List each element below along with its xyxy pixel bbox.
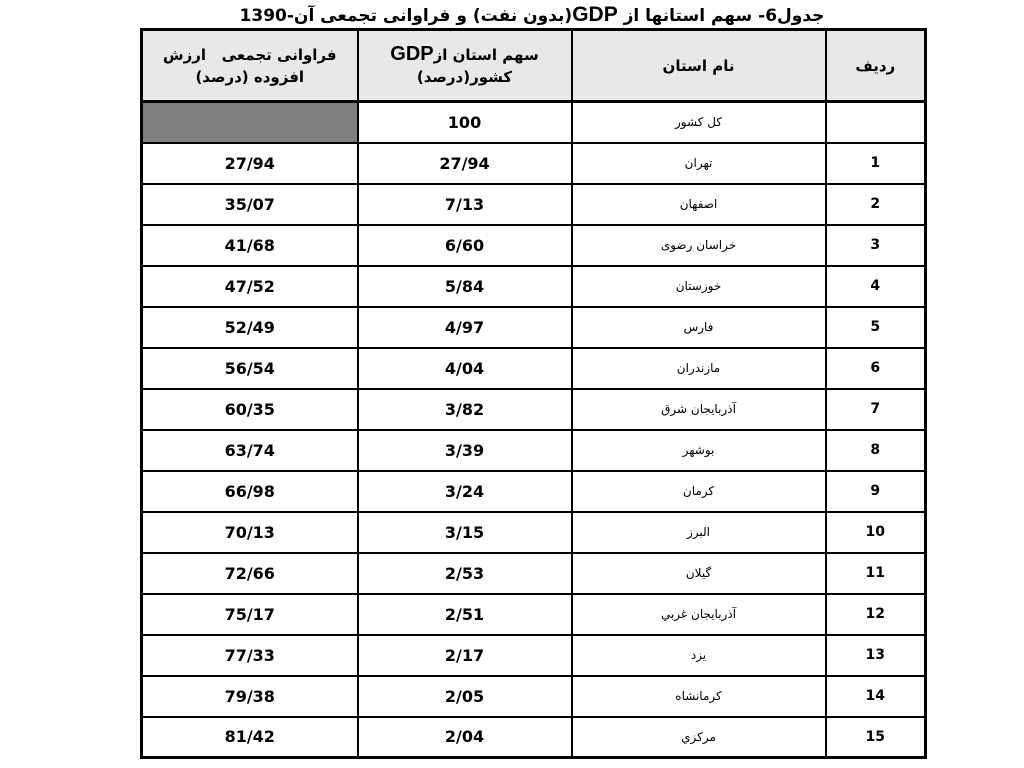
header-share-text: سهم استان از (433, 46, 539, 64)
cumulative-share: 75/17 (142, 594, 358, 635)
row-number: 8 (826, 430, 926, 471)
gdp-share: 5/84 (358, 266, 572, 307)
cumulative-share: 47/52 (142, 266, 358, 307)
gdp-share: 2/53 (358, 553, 572, 594)
gdp-share: 3/82 (358, 389, 572, 430)
header-share (358, 30, 572, 102)
province-name: فارس (572, 307, 826, 348)
cumulative-share: 56/54 (142, 348, 358, 389)
province-name: اصفهان (572, 184, 826, 225)
province-name: مرکزي (572, 717, 826, 758)
row-number: 2 (826, 184, 926, 225)
table-row (142, 717, 926, 758)
cumulative-share: 72/66 (142, 553, 358, 594)
row-number: 13 (826, 635, 926, 676)
cumulative-share: 70/13 (142, 512, 358, 553)
province-name: تهران (572, 143, 826, 184)
row-number: 9 (826, 471, 926, 512)
cumulative-share: 52/49 (142, 307, 358, 348)
row-number: 3 (826, 225, 926, 266)
header-cumulative (142, 30, 358, 102)
title-suffix: (بدون نفت) و فراوانی تجمعی آن-1390 (239, 6, 573, 26)
row-number: 10 (826, 512, 926, 553)
table-row (142, 225, 926, 266)
table-row (142, 348, 926, 389)
table-row (142, 676, 926, 717)
gdp-share: 6/60 (358, 225, 572, 266)
province-name: البرز (572, 512, 826, 553)
gdp-share: 3/15 (358, 512, 572, 553)
cumulative-share: 81/42 (142, 717, 358, 758)
cumulative-share: 41/68 (142, 225, 358, 266)
province-name: گیلان (572, 553, 826, 594)
row-number: 11 (826, 553, 926, 594)
title-prefix: جدول6- سهم استانها از (617, 6, 825, 26)
cumulative-share: 79/38 (142, 676, 358, 717)
table-row (142, 184, 926, 225)
header-share-gdp: GDP (390, 43, 434, 65)
header-cumulative-line2: افزوده (درصد) (195, 67, 305, 86)
gdp-share-table (140, 28, 927, 759)
province-name: آذربایجان شرق (572, 389, 826, 430)
row-number: 5 (826, 307, 926, 348)
cumulative-share: 35/07 (142, 184, 358, 225)
row-number: 14 (826, 676, 926, 717)
gdp-share: 2/17 (358, 635, 572, 676)
cumulative-share: 60/35 (142, 389, 358, 430)
gdp-share: 3/39 (358, 430, 572, 471)
row-number: 15 (826, 717, 926, 758)
gdp-share: 4/04 (358, 348, 572, 389)
table-row (142, 307, 926, 348)
table-row (142, 430, 926, 471)
table-row (142, 512, 926, 553)
row-number: 12 (826, 594, 926, 635)
table-row (142, 389, 926, 430)
province-name: خوزستان (572, 266, 826, 307)
province-name: یزد (572, 635, 826, 676)
row-number: 7 (826, 389, 926, 430)
table-row (142, 594, 926, 635)
header-row-number: ردیف (826, 30, 926, 102)
gdp-share: 2/51 (358, 594, 572, 635)
gdp-share: 4/97 (358, 307, 572, 348)
gdp-share: 2/04 (358, 717, 572, 758)
cumulative-share: 63/74 (142, 430, 358, 471)
province-name: خراسان رضوی (572, 225, 826, 266)
gdp-share: 7/13 (358, 184, 572, 225)
province-name: کرمانشاه (572, 676, 826, 717)
row-number: 4 (826, 266, 926, 307)
total-row-cumulative (142, 102, 358, 143)
table-header-row (142, 30, 926, 102)
total-row (142, 102, 926, 143)
province-name: بوشهر (572, 430, 826, 471)
province-name: مازندران (572, 348, 826, 389)
total-row-number (826, 102, 926, 143)
cumulative-share: 66/98 (142, 471, 358, 512)
table-row (142, 553, 926, 594)
cumulative-share: 77/33 (142, 635, 358, 676)
header-province: نام استان (572, 30, 826, 102)
title-gdp: GDP (572, 3, 618, 26)
gdp-share: 3/24 (358, 471, 572, 512)
row-number: 6 (826, 348, 926, 389)
row-number: 1 (826, 143, 926, 184)
table-row (142, 635, 926, 676)
gdp-share: 27/94 (358, 143, 572, 184)
table-row (142, 266, 926, 307)
page-title (140, 2, 924, 28)
province-name: کرمان (572, 471, 826, 512)
total-row-share: 100 (358, 102, 572, 143)
header-share-line2: کشور(درصد) (416, 68, 513, 86)
cumulative-share: 27/94 (142, 143, 358, 184)
table-row (142, 143, 926, 184)
header-cumulative-line1: فراوانی تجمعی ارزش (162, 45, 337, 64)
province-name: آذربایجان غربي (572, 594, 826, 635)
header-share-line1 (359, 43, 571, 66)
table-row (142, 471, 926, 512)
total-row-province: کل کشور (572, 102, 826, 143)
gdp-share: 2/05 (358, 676, 572, 717)
